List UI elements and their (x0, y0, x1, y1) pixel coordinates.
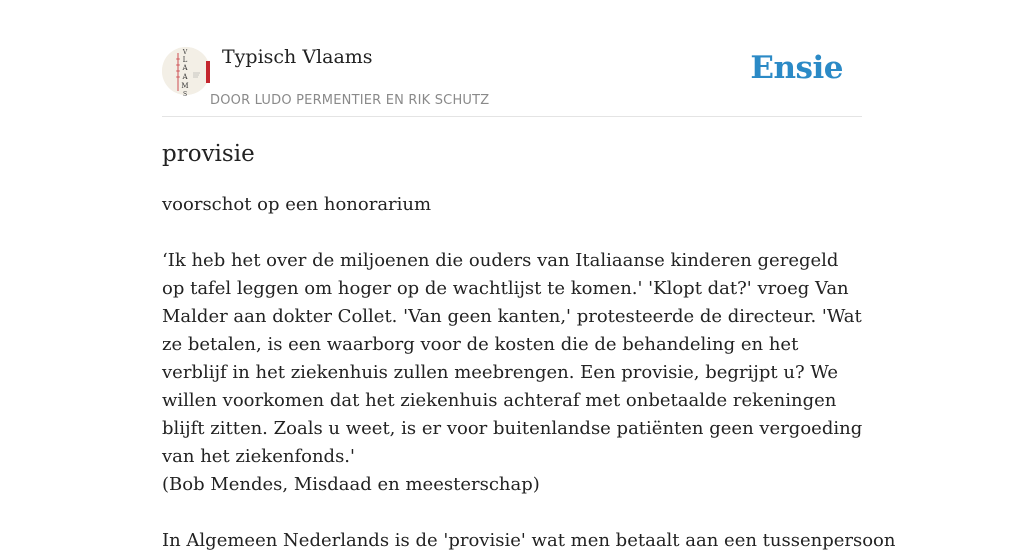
entry-quote: ‘Ik heb het over de miljoenen die ouders van Italiaanse kinderen geregeld op tafel leggen om hoger op de wachtlijst te komen.' 'Klopt dat?' vroeg Van Malder aan dokter Collet. 'Van geen kanten,' protesteerde de directeur. 'Wat ze betalen, is een waarborg voor de kosten die de behandeling en het verblijf in het ziekenhuis zullen meebrengen. Een provisie, begrijpt u? We willen voorkomen dat het ziekenhuis achteraf met onbetaalde rekeningen blijft zitten. Zoals u weet, is er voor buitenlandse patiënten geen vergoeding van het ziekenfonds.' (162, 250, 863, 467)
logo-letter: A (182, 73, 188, 81)
logo-letter: L (182, 56, 188, 64)
logo-letter: A (182, 64, 188, 72)
ensie-logo-link[interactable]: Ensie (750, 50, 843, 86)
entry-extra-paragraph: In Algemeen Nederlands is de 'provisie' wat men betaalt aan een tussenpersoon (162, 530, 896, 551)
logo-letter: M (181, 82, 189, 90)
logo-letter: S (182, 91, 188, 98)
entry-content (162, 138, 896, 555)
entry-definition: voorschot op een honorarium (162, 194, 432, 215)
source-authors: DOOR LUDO PERMENTIER EN RIK SCHUTZ (210, 93, 490, 108)
header (162, 0, 862, 117)
source-title-link[interactable]: Typisch Vlaams (222, 46, 373, 68)
entry-quote-source: (Bob Mendes, Misdaad en meesterschap) (162, 474, 540, 495)
typisch-vlaams-book-logo[interactable] (162, 47, 210, 98)
logo-letter: V (182, 49, 188, 56)
entry-word: provisie (162, 141, 255, 167)
